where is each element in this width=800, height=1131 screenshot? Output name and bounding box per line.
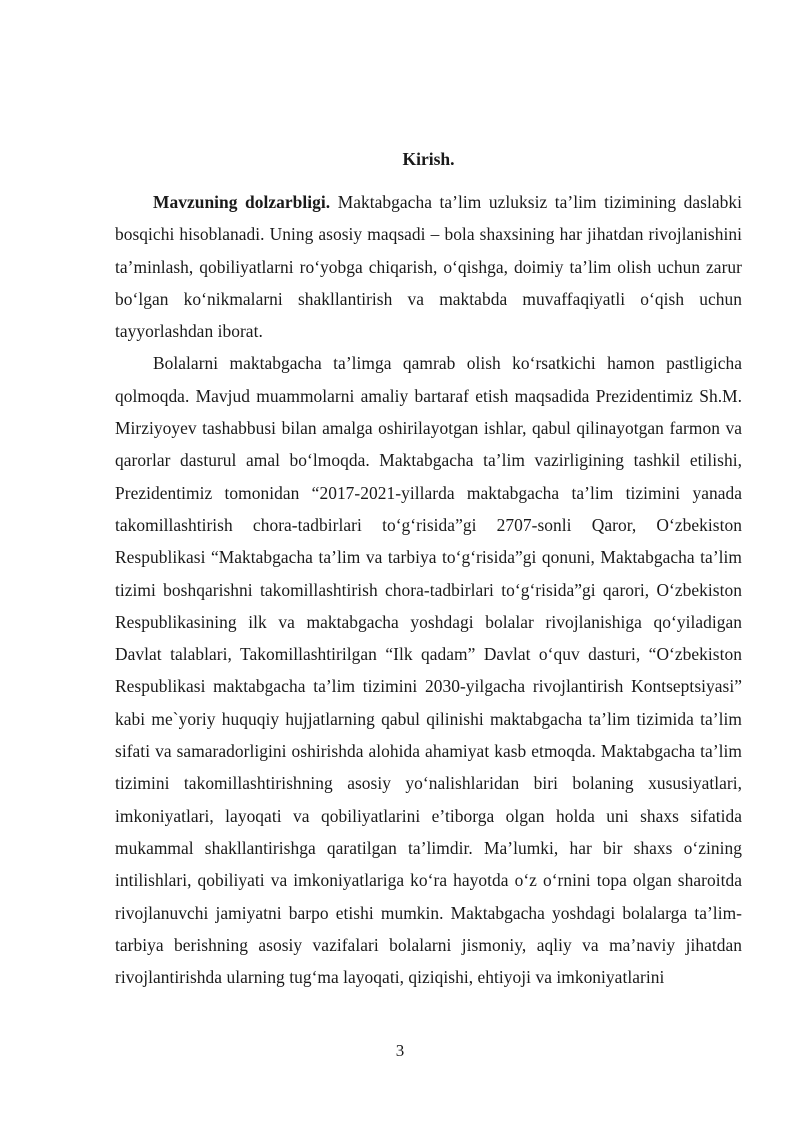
paragraph-lead: Mavzuning dolzarbligi. xyxy=(153,192,331,212)
paragraph-coverage: Bolalarni maktabgacha ta’limga qamrab olish ko‘rsatkichi hamon pastligicha qolmoqda. Mavjud muammolarni amaliy bartaraf etish maqsadida Prezidentimiz Sh.M. Mirziyoyev tashabbusi bilan amalga oshirilayotgan ishlar, qabul qilinayotgan farmon va qarorlar dasturul amal bo‘lmoqda. Maktabgacha ta’lim vazirligining tashkil etilishi, Prezidentimiz tomonidan “2017-2021-yillarda maktabgacha ta’lim tizimini yanada takomillashtirish chora-tadbirlari to‘g‘risida”gi 2707-sonli Qaror, O‘zbekiston Respublikasi “Maktabgacha ta’lim va tarbiya to‘g‘risida”gi qonuni, Maktabgacha ta’lim tizimi boshqarishni takomillashtirish chora-tadbirlari to‘g‘risida”gi qarori, O‘zbekiston Respublikasining ilk va maktabgacha yoshdagi bolalar rivojlanishiga qo‘yiladigan Davlat talablari, Takomillashtirilgan “Ilk qadam” Davlat o‘quv dasturi, “O‘zbekiston Respublikasi maktabgacha ta’lim tizimini 2030-yilgacha rivojlantirish Kontseptsiyasi” kabi me`yoriy huquqiy hujjatlarning qabul qilinishi maktabgacha ta’lim tizimida ta’lim sifati va samaradorligini oshirishda alohida ahamiyat kasb etmoqda. Maktabgacha ta’lim tizimini takomillashtirishning asosiy yo‘nalishlaridan biri bolaning xususiyatlari, imkoniyatlari, layoqati va qobiliyatlarini e’tiborga olgan holda uni shaxs sifatida mukammal shakllantirishga qaratilgan ta’limdir. Ma’lumki, har bir shaxs o‘zining intilishlari, qobiliyati va imkoniyatlariga ko‘ra hayotda o‘z o‘rnini topa olgan sharoitda rivojlanuvchi jamiyatni barpo etishi mumkin. Maktabgacha yoshdagi bolalarga ta’lim-tarbiya berishning asosiy vazifalari bolalarni jismoniy, aqliy va ma’naviy jihatdan rivojlantirishda ularning tug‘ma layoqati, qiziqishi, ehtiyoji va imkoniyatlarini xyxy=(115,353,742,988)
paragraph-relevance xyxy=(115,186,742,347)
page-number: 3 xyxy=(395,1041,405,1060)
paragraph-body: Maktabgacha ta’lim uzluksiz ta’lim tizimining daslabki bosqichi hisoblanadi. Uning asosiy maqsadi – bola shaxsining har jihatdan rivojlanishini ta’minlash, qobiliyatlarni ro‘yobga chiqarish, o‘qishga, doimiy ta’lim olish uchun zarur bo‘lgan ko‘nikmalarni shakllantirish va maktabda muvaffaqiyatli o‘qish uchun tayyorlashdan iborat. xyxy=(115,192,743,342)
section-heading: Kirish. xyxy=(402,149,455,169)
document-page xyxy=(115,148,742,993)
